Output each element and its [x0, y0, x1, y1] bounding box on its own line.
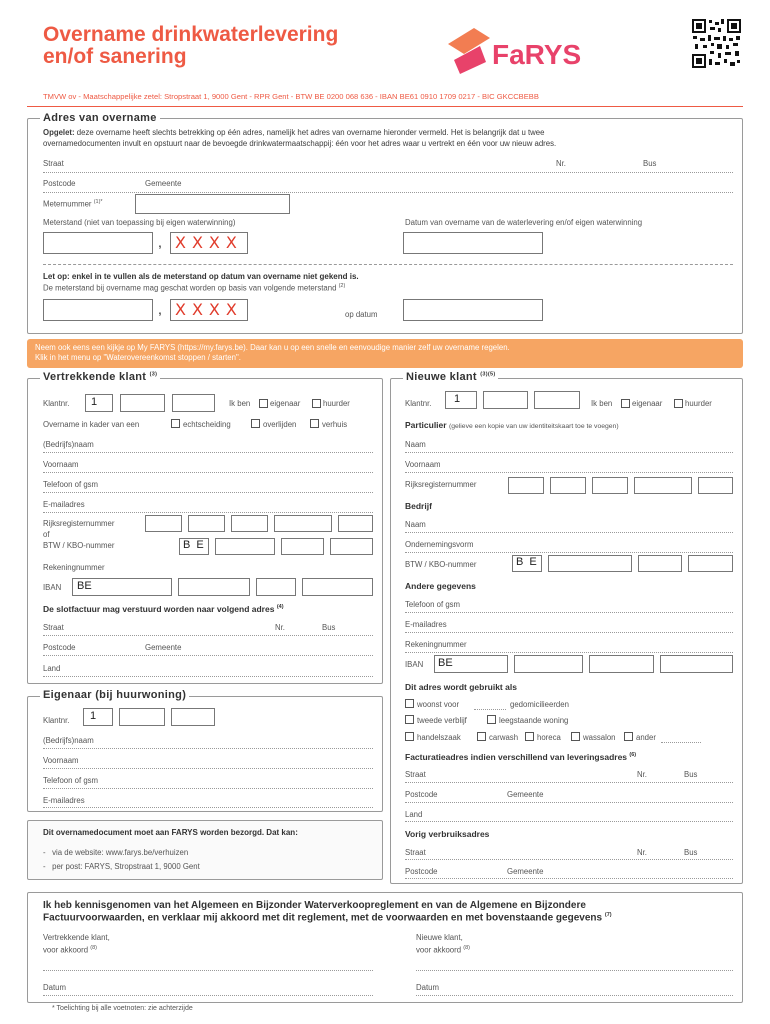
nk-telefoon-label: Telefoon of gsm	[405, 600, 461, 609]
bezorgen-title: Dit overnamedocument moet aan FARYS worden bezorgd. Dat kan:	[43, 828, 298, 837]
akkoord-datum-left-field[interactable]	[43, 995, 373, 996]
eig-klantnr-label: Klantnr.	[43, 716, 70, 725]
nk-woonst-label: woonst voor	[417, 700, 460, 709]
nk-klantnr-prefix: 1	[454, 393, 461, 405]
akkoord-line1: Ik heb kennisgenomen van het Algemeen en Bijzonder Waterverkoopreglement en van de Algemene en Bijzondere	[43, 900, 586, 911]
logo-shape-top-icon	[448, 28, 490, 54]
akkoord-vk-handtekening-field[interactable]	[43, 970, 373, 971]
nk-naam-field[interactable]	[405, 452, 733, 453]
nk-btw-label: BTW / KBO-nummer	[405, 560, 477, 569]
logo-text: FaRYS	[492, 39, 582, 70]
vk-voornaam-field[interactable]	[43, 472, 373, 473]
nk-klantnr-box2[interactable]	[483, 391, 528, 409]
nk-rekeningnummer-label: Rekeningnummer	[405, 640, 467, 649]
op-datum-input[interactable]	[403, 299, 543, 321]
meternummer-input[interactable]	[135, 194, 290, 214]
adres-note-line1: deze overname heeft slechts betrekking op één adres, namelijk het adres van overname hieronder vermeld. Het is belangrijk dat u twee	[74, 128, 545, 137]
eig-email-field[interactable]	[43, 807, 373, 808]
nk-bedrijf-naam-field[interactable]	[405, 532, 733, 533]
nk-voornaam-label: Voornaam	[405, 460, 441, 469]
adres-note	[43, 127, 733, 149]
geschatte-comma: ,	[158, 301, 162, 317]
vertrekkende-title: Vertrekkende klant $^{(3)}$	[40, 371, 160, 383]
vk-rr-box2[interactable]	[188, 515, 225, 532]
nk-gedomicilieerden-label: gedomicilieerden	[510, 700, 569, 709]
bezorgen-item1: - via de website: www.farys.be/verhuizen	[43, 848, 189, 857]
vk-iban-box4[interactable]	[302, 578, 373, 596]
eig-voornaam-label: Voornaam	[43, 756, 79, 765]
datum-overname-label: Datum van overname van de waterlevering en/of eigen waterwinning	[405, 218, 643, 227]
nk-email-label: E-mailadres	[405, 620, 447, 629]
eig-email-label: E-mailadres	[43, 796, 85, 805]
vk-klantnr-box1[interactable]	[85, 394, 113, 412]
adres-nr-label: Nr.	[556, 159, 566, 168]
farys-logo	[446, 26, 606, 76]
nk-tweede-verblijf-checkbox[interactable]	[405, 715, 414, 724]
eig-telefoon-field[interactable]	[43, 788, 373, 789]
vk-rr-box3[interactable]	[231, 515, 268, 532]
eig-voornaam-field[interactable]	[43, 768, 373, 769]
nk-iban-label: IBAN	[405, 660, 424, 669]
vk-iban-box3[interactable]	[256, 578, 296, 596]
vk-verhuis-label: verhuis	[322, 420, 348, 429]
akkoord-datum-left-label: Datum	[43, 983, 66, 992]
adres-straat-label: Straat	[43, 159, 64, 168]
nk-vorig-bus-label: Bus	[684, 848, 698, 857]
nk-fact-bus-label: Bus	[684, 770, 698, 779]
company-info: TMVW ov - Maatschappelijke zetel: Stropstraat 1, 9000 Gent - RPR Gent - BTW BE 0200 068 636 - IBAN BE61 0910 1709 0217 - BIC GKCCBEBB	[43, 92, 539, 101]
nk-fact-straat-label: Straat	[405, 770, 426, 779]
meterstand-xxxx: XXXX	[175, 233, 243, 252]
nk-fact-gemeente-label: Gemeente	[507, 790, 544, 799]
vk-bedrijfsnaam-label: (Bedrijfs)naam	[43, 440, 94, 449]
nk-btw-box4[interactable]	[688, 555, 733, 572]
vk-klantnr-box2[interactable]	[120, 394, 165, 412]
nk-vorig-postcode-label: Postcode	[405, 867, 438, 876]
nk-telefoon-field[interactable]	[405, 612, 733, 613]
adres-note-line2: overnamedocumenten invult en opstuurt naar de bevoegde drinkwatermaatschappij: één voor het adres waar u vertrekt en één voor uw nieuw adres.	[43, 139, 557, 148]
nk-vorig-postcode-field[interactable]	[405, 878, 733, 879]
akkoord-datum-right-label: Datum	[416, 983, 439, 992]
nk-horeca-checkbox[interactable]	[525, 732, 534, 741]
akkoord-line2: Factuurvoorwaarden, en verklaar mij akkoord met dit reglement, met de voorwaarden en met bovenstaande gegevens $^{(7)}$	[43, 912, 612, 924]
nk-fact-postcode-label: Postcode	[405, 790, 438, 799]
vk-voornaam-label: Voornaam	[43, 460, 79, 469]
page-title	[43, 24, 338, 68]
banner-line2: Klik in het menu op "Waterovereenkomst stoppen / starten".	[35, 353, 241, 362]
adres-bus-label: Bus	[643, 159, 657, 168]
vk-rekeningnummer-label: Rekeningnummer	[43, 563, 105, 572]
nk-email-field[interactable]	[405, 632, 733, 633]
eigenaar-title: Eigenaar (bij huurwoning)	[40, 689, 189, 701]
meterstand-input[interactable]	[43, 232, 153, 254]
nk-particulier-label: Particulier	[405, 420, 447, 430]
nk-wassalon-checkbox[interactable]	[571, 732, 580, 741]
nk-carwash-label: carwash	[489, 733, 519, 742]
nk-fact-postcode-field[interactable]	[405, 802, 733, 803]
vk-gemeente-label: Gemeente	[145, 643, 182, 652]
vk-rr-box5[interactable]	[338, 515, 373, 532]
nk-ander-checkbox[interactable]	[624, 732, 633, 741]
title-line-2: en/of sanering	[43, 45, 187, 68]
geschatte-meterstand-input[interactable]	[43, 299, 153, 321]
vk-telefoon-label: Telefoon of gsm	[43, 480, 99, 489]
nk-huurder-label: huurder	[685, 399, 712, 408]
datum-overname-input[interactable]	[403, 232, 543, 254]
eig-bedrijfsnaam-field[interactable]	[43, 748, 373, 749]
nk-andere-label: Andere gegevens	[405, 581, 476, 591]
vk-verhuis-checkbox[interactable]	[310, 419, 319, 428]
nk-fact-nr-label: Nr.	[637, 770, 647, 779]
nieuwe-title: Nieuwe klant $^{(3)(5)}$	[403, 371, 498, 383]
vk-straat-label: Straat	[43, 623, 64, 632]
nk-huurder-checkbox[interactable]	[674, 399, 683, 408]
vk-iban-label: IBAN	[43, 583, 62, 592]
banner-line1: Neem ook eens een kijkje op My FARYS (https://my.farys.be). Daar kan u op een snelle en eenvoudige manier zelf uw overname regelen.	[35, 343, 510, 352]
akkoord-nieuwe: Nieuwe klant, voor akkoord $^{(8)}$	[416, 933, 470, 955]
vk-email-label: E-mailadres	[43, 500, 85, 509]
dashed-divider	[43, 264, 733, 265]
nk-rr-box2[interactable]	[550, 477, 586, 494]
vk-postcode-label: Postcode	[43, 643, 76, 652]
vk-klantnr-label: Klantnr.	[43, 399, 70, 408]
vk-rr-box4[interactable]	[274, 515, 332, 532]
nk-bedrijf-label: Bedrijf	[405, 501, 432, 511]
nk-rr-box1[interactable]	[508, 477, 544, 494]
nk-leegstaande-label: leegstaande woning	[499, 716, 569, 725]
nk-ik-ben-label: Ik ben	[591, 399, 613, 408]
footnote: * Toelichting bij alle voetnoten: zie achterzijde	[52, 1005, 193, 1012]
vk-land-label: Land	[43, 664, 61, 673]
vk-klantnr-prefix: 1	[91, 396, 98, 408]
nk-eigenaar-checkbox[interactable]	[621, 399, 630, 408]
vk-overlijden-label: overlijden	[263, 420, 297, 429]
nk-rr-box4[interactable]	[634, 477, 692, 494]
nk-eigenaar-label: eigenaar	[632, 399, 663, 408]
eig-telefoon-label: Telefoon of gsm	[43, 776, 99, 785]
eig-klantnr-box2[interactable]	[119, 708, 165, 726]
akkoord-vertrekkende: Vertrekkende klant, voor akkoord $^{(8)}$	[43, 933, 110, 955]
op-datum-label: op datum	[345, 310, 378, 319]
nk-voornaam-field[interactable]	[405, 472, 733, 473]
nk-handelszaak-label: handelszaak	[417, 733, 461, 742]
nk-woonst-checkbox[interactable]	[405, 699, 414, 708]
adres-note-bold: Opgelet:	[43, 128, 75, 137]
nk-iban-box4[interactable]	[660, 655, 733, 673]
vk-bus-label: Bus	[322, 623, 336, 632]
vk-bedrijfsnaam-field[interactable]	[43, 452, 373, 453]
adres-straat-field[interactable]	[43, 172, 733, 173]
nk-ondernemingsvorm-label: Ondernemingsvorm	[405, 540, 474, 549]
nk-vorig-gemeente-label: Gemeente	[507, 867, 544, 876]
adres-gemeente-label: Gemeente	[145, 179, 182, 188]
vk-rijksregister-label: Rijksregisternummer	[43, 519, 115, 528]
akkoord-datum-right-field[interactable]	[416, 995, 733, 996]
adres-postcode-field[interactable]	[43, 192, 733, 193]
qr-code-icon	[691, 18, 742, 69]
vk-rr-box1[interactable]	[145, 515, 182, 532]
nk-tweede-verblijf-label: tweede verblijf	[417, 716, 467, 725]
nk-iban-box2[interactable]	[514, 655, 583, 673]
nk-rr-box5[interactable]	[698, 477, 733, 494]
nk-ander-label: ander	[636, 733, 656, 742]
nk-horeca-label: horeca	[537, 733, 561, 742]
vk-huurder-label: huurder	[323, 399, 350, 408]
adres-section-title: Adres van overname	[40, 112, 160, 124]
nk-bedrijf-naam-label: Naam	[405, 520, 426, 529]
eig-klantnr-box1[interactable]	[83, 708, 113, 726]
eig-klantnr-prefix: 1	[90, 710, 97, 722]
meterstand-label: Meterstand (niet van toepassing bij eigen waterwinning)	[43, 218, 236, 227]
nk-fact-land-field[interactable]	[405, 821, 733, 822]
vk-huurder-checkbox[interactable]	[312, 399, 321, 408]
nk-iban-box3[interactable]	[589, 655, 654, 673]
meterstand-comma: ,	[158, 234, 162, 250]
nk-particulier-note: (gelieve een kopie van uw identiteitskaart toe te voegen)	[448, 423, 619, 430]
vk-nr-label: Nr.	[275, 623, 285, 632]
vk-overname-kader-label: Overname in kader van een	[43, 420, 140, 429]
eig-klantnr-box3[interactable]	[171, 708, 215, 726]
let-op-label: Let op: enkel in te vullen als de meterstand op datum van overname niet gekend is.	[43, 272, 359, 281]
nk-btw-be: BE	[516, 556, 543, 568]
vk-btw-box4[interactable]	[330, 538, 373, 555]
nk-fact-straat-field[interactable]	[405, 782, 733, 783]
nk-btw-box3[interactable]	[638, 555, 682, 572]
vk-btw-be: BE	[183, 539, 210, 551]
nk-klantnr-box1[interactable]	[445, 391, 477, 409]
vk-klantnr-box3[interactable]	[172, 394, 215, 412]
vk-iban-prefix: BE	[77, 580, 92, 592]
vk-iban-box2[interactable]	[178, 578, 250, 596]
vk-overlijden-checkbox[interactable]	[251, 419, 260, 428]
nk-rr-box3[interactable]	[592, 477, 628, 494]
nk-vorig-straat-label: Straat	[405, 848, 426, 857]
vk-btw-label: BTW / KBO-nummer	[43, 541, 115, 550]
nk-klantnr-box3[interactable]	[534, 391, 580, 409]
my-farys-banner	[27, 339, 743, 368]
nk-gebruikt-als-label: Dit adres wordt gebruikt als	[405, 682, 517, 692]
eig-bedrijfsnaam-label: (Bedrijfs)naam	[43, 736, 94, 745]
vk-postcode-field[interactable]	[43, 655, 373, 656]
nk-klantnr-label: Klantnr.	[405, 399, 432, 408]
vk-echtscheiding-label: echtscheiding	[183, 420, 231, 429]
nk-ondernemingsvorm-field[interactable]	[405, 552, 733, 553]
meternummer-label: Meternummer $^{(1)*}$	[43, 199, 103, 209]
vk-btw-box3[interactable]	[281, 538, 324, 555]
slotfactuur-label: De slotfactuur mag verstuurd worden naar volgend adres $^{(4)}$	[43, 604, 284, 614]
nk-vorig-nr-label: Nr.	[637, 848, 647, 857]
nk-rijksregister-label: Rijksregisternummer	[405, 480, 477, 489]
header-divider	[27, 106, 743, 107]
nieuwe-section	[390, 378, 743, 884]
nk-btw-box2[interactable]	[548, 555, 632, 572]
vk-eigenaar-label: eigenaar	[270, 399, 301, 408]
vk-email-field[interactable]	[43, 512, 373, 513]
nk-particulier-row	[405, 420, 619, 430]
vk-btw-box2[interactable]	[215, 538, 275, 555]
vk-of-label: of	[43, 530, 50, 539]
adres-postcode-label: Postcode	[43, 179, 76, 188]
vk-telefoon-field[interactable]	[43, 492, 373, 493]
geschatte-xxxx: XXXX	[175, 300, 243, 319]
title-line-1: Overname drinkwaterlevering	[43, 23, 339, 46]
vk-land-field[interactable]	[43, 676, 373, 677]
nk-leegstaande-checkbox[interactable]	[487, 715, 496, 724]
nk-fact-land-label: Land	[405, 810, 423, 819]
nk-iban-prefix: BE	[438, 657, 453, 669]
nk-naam-label: Naam	[405, 440, 426, 449]
vk-eigenaar-checkbox[interactable]	[259, 399, 268, 408]
nk-woonst-aantal-field[interactable]	[474, 709, 506, 710]
let-op-line2: De meterstand bij overname mag geschat worden op basis van volgende meterstand $^{(2)}$	[43, 283, 346, 293]
nk-vorig-label: Vorig verbruiksadres	[405, 829, 490, 839]
nk-rekeningnummer-field[interactable]	[405, 652, 733, 653]
nk-wassalon-label: wassalon	[583, 733, 616, 742]
nk-carwash-checkbox[interactable]	[477, 732, 486, 741]
nk-ander-field[interactable]	[661, 742, 701, 743]
akkoord-nk-handtekening-field[interactable]	[416, 970, 733, 971]
nk-handelszaak-checkbox[interactable]	[405, 732, 414, 741]
vk-straat-field[interactable]	[43, 635, 373, 636]
vk-echtscheiding-checkbox[interactable]	[171, 419, 180, 428]
nk-vorig-straat-field[interactable]	[405, 859, 733, 860]
nk-facturatie-label: Facturatieadres indien verschillend van leveringsadres $^{(6)}$	[405, 752, 637, 762]
vk-ik-ben-label: Ik ben	[229, 399, 251, 408]
bezorgen-item2: - per post: FARYS, Stropstraat 1, 9000 Gent	[43, 862, 200, 871]
